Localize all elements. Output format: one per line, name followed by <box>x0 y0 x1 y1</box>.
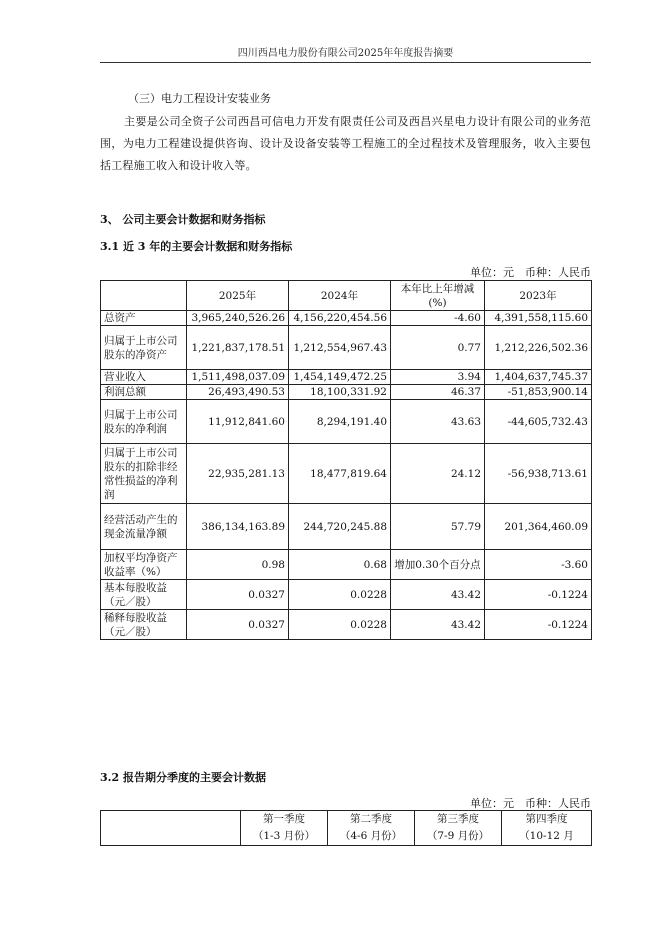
quarter-header <box>328 811 415 846</box>
quarter-header-row <box>101 811 592 846</box>
value-2024: 18,100,331.92 <box>289 385 391 400</box>
value-2023: -56,938,713.61 <box>485 444 592 504</box>
value-change: 43.42 <box>391 610 485 640</box>
header-cell: 2025年 <box>187 281 289 311</box>
value-2023: -3.60 <box>485 550 592 580</box>
value-change: 3.94 <box>391 370 485 385</box>
quarter-months: （1-3 月份） <box>252 830 316 842</box>
value-2023: -0.1224 <box>485 610 592 640</box>
row-label: 稀释每股收益（元／股） <box>101 610 187 640</box>
row-label: 归属于上市公司股东的净利润 <box>101 400 187 444</box>
quarter-name: 第二季度 <box>350 813 392 825</box>
header-cell: 2023年 <box>485 281 592 311</box>
value-2025: 3,965,240,526.26 <box>187 311 289 326</box>
table-row <box>101 385 592 400</box>
value-change: 43.42 <box>391 580 485 610</box>
value-2025: 386,134,163.89 <box>187 504 289 550</box>
table-row <box>101 550 592 580</box>
table-row <box>101 370 592 385</box>
header-cell: 2024年 <box>289 281 391 311</box>
table-row <box>101 504 592 550</box>
section-3-title: 3、 公司主要会计数据和财务指标 <box>100 213 266 226</box>
empty-header-cell <box>101 811 241 846</box>
section-iii-subheading: （三）电力工程设计安装业务 <box>128 92 271 105</box>
row-label: 归属于上市公司股东的扣除非经常性损益的净利润 <box>101 444 187 504</box>
row-label: 基本每股收益（元／股） <box>101 580 187 610</box>
value-2025: 26,493,490.53 <box>187 385 289 400</box>
value-2025: 0.98 <box>187 550 289 580</box>
quarter-months: （7-9 月份） <box>426 830 490 842</box>
row-label: 总资产 <box>101 311 187 326</box>
table-row <box>101 326 592 370</box>
value-change: 57.79 <box>391 504 485 550</box>
table-row <box>101 400 592 444</box>
value-2025: 1,221,837,178.51 <box>187 326 289 370</box>
currency-unit-label: 单位：元 币种：人民币 <box>470 797 591 810</box>
section-iii-paragraph: 主要是公司全资子公司西昌可信电力开发有限责任公司及西昌兴星电力设计有限公司的业务范围，为电力工程建设提供咨询、设计及设备安装等工程施工的全过程技术及管理服务，收入主要包括工程施工收入和设计收入等。 <box>100 115 591 172</box>
header-divider <box>100 62 591 63</box>
quarter-header <box>241 811 328 846</box>
value-2024: 0.0228 <box>289 610 391 640</box>
value-change: 46.37 <box>391 385 485 400</box>
value-2025: 0.0327 <box>187 580 289 610</box>
value-2025: 1,511,498,037.09 <box>187 370 289 385</box>
value-2024: 1,454,149,472.25 <box>289 370 391 385</box>
value-2023: -0.1224 <box>485 580 592 610</box>
section-3-1-title: 3.1 近 3 年的主要会计数据和财务指标 <box>100 240 293 253</box>
value-2023: 201,364,460.09 <box>485 504 592 550</box>
quarterly-data-table <box>100 810 592 846</box>
value-2023: -44,605,732.43 <box>485 400 592 444</box>
table-header-row <box>101 281 592 311</box>
table-row <box>101 610 592 640</box>
value-2024: 8,294,191.40 <box>289 400 391 444</box>
table-row <box>101 580 592 610</box>
value-2024: 244,720,245.88 <box>289 504 391 550</box>
row-label: 加权平均净资产收益率（%） <box>101 550 187 580</box>
table-row <box>101 311 592 326</box>
value-2023: 4,391,558,115.60 <box>485 311 592 326</box>
value-change: -4.60 <box>391 311 485 326</box>
quarter-name: 第四季度 <box>525 813 568 825</box>
quarter-header <box>415 811 502 846</box>
value-2023: 1,404,637,745.37 <box>485 370 592 385</box>
value-change: 增加0.30个百分点 <box>391 550 485 580</box>
quarter-header <box>502 811 592 846</box>
header-cell: 本年比上年增减(%) <box>391 281 485 311</box>
value-change: 24.12 <box>391 444 485 504</box>
value-2024: 4,156,220,454.56 <box>289 311 391 326</box>
value-2024: 1,212,554,967.43 <box>289 326 391 370</box>
quarter-months: （10-12 月 <box>519 830 574 842</box>
table-row <box>101 444 592 504</box>
value-2024: 0.68 <box>289 550 391 580</box>
value-2024: 0.0228 <box>289 580 391 610</box>
header-cell <box>101 281 187 311</box>
row-label: 利润总额 <box>101 385 187 400</box>
value-change: 43.63 <box>391 400 485 444</box>
page-header: 四川西昌电力股份有限公司2025年年度报告摘要 <box>237 48 454 59</box>
currency-unit-label: 单位：元 币种：人民币 <box>470 266 591 279</box>
value-2023: -51,853,900.14 <box>485 385 592 400</box>
value-2023: 1,212,226,502.36 <box>485 326 592 370</box>
value-2025: 11,912,841.60 <box>187 400 289 444</box>
row-label: 归属于上市公司股东的净资产 <box>101 326 187 370</box>
value-change: 0.77 <box>391 326 485 370</box>
row-label: 营业收入 <box>101 370 187 385</box>
row-label: 经营活动产生的现金流量净额 <box>101 504 187 550</box>
section-3-2-title: 3.2 报告期分季度的主要会计数据 <box>100 771 266 784</box>
financial-indicators-table <box>100 280 592 640</box>
quarter-months: （4-6 月份） <box>339 830 403 842</box>
value-2025: 0.0327 <box>187 610 289 640</box>
quarter-name: 第三季度 <box>437 813 479 825</box>
value-2025: 22,935,281.13 <box>187 444 289 504</box>
quarter-name: 第一季度 <box>263 813 305 825</box>
value-2024: 18,477,819.64 <box>289 444 391 504</box>
